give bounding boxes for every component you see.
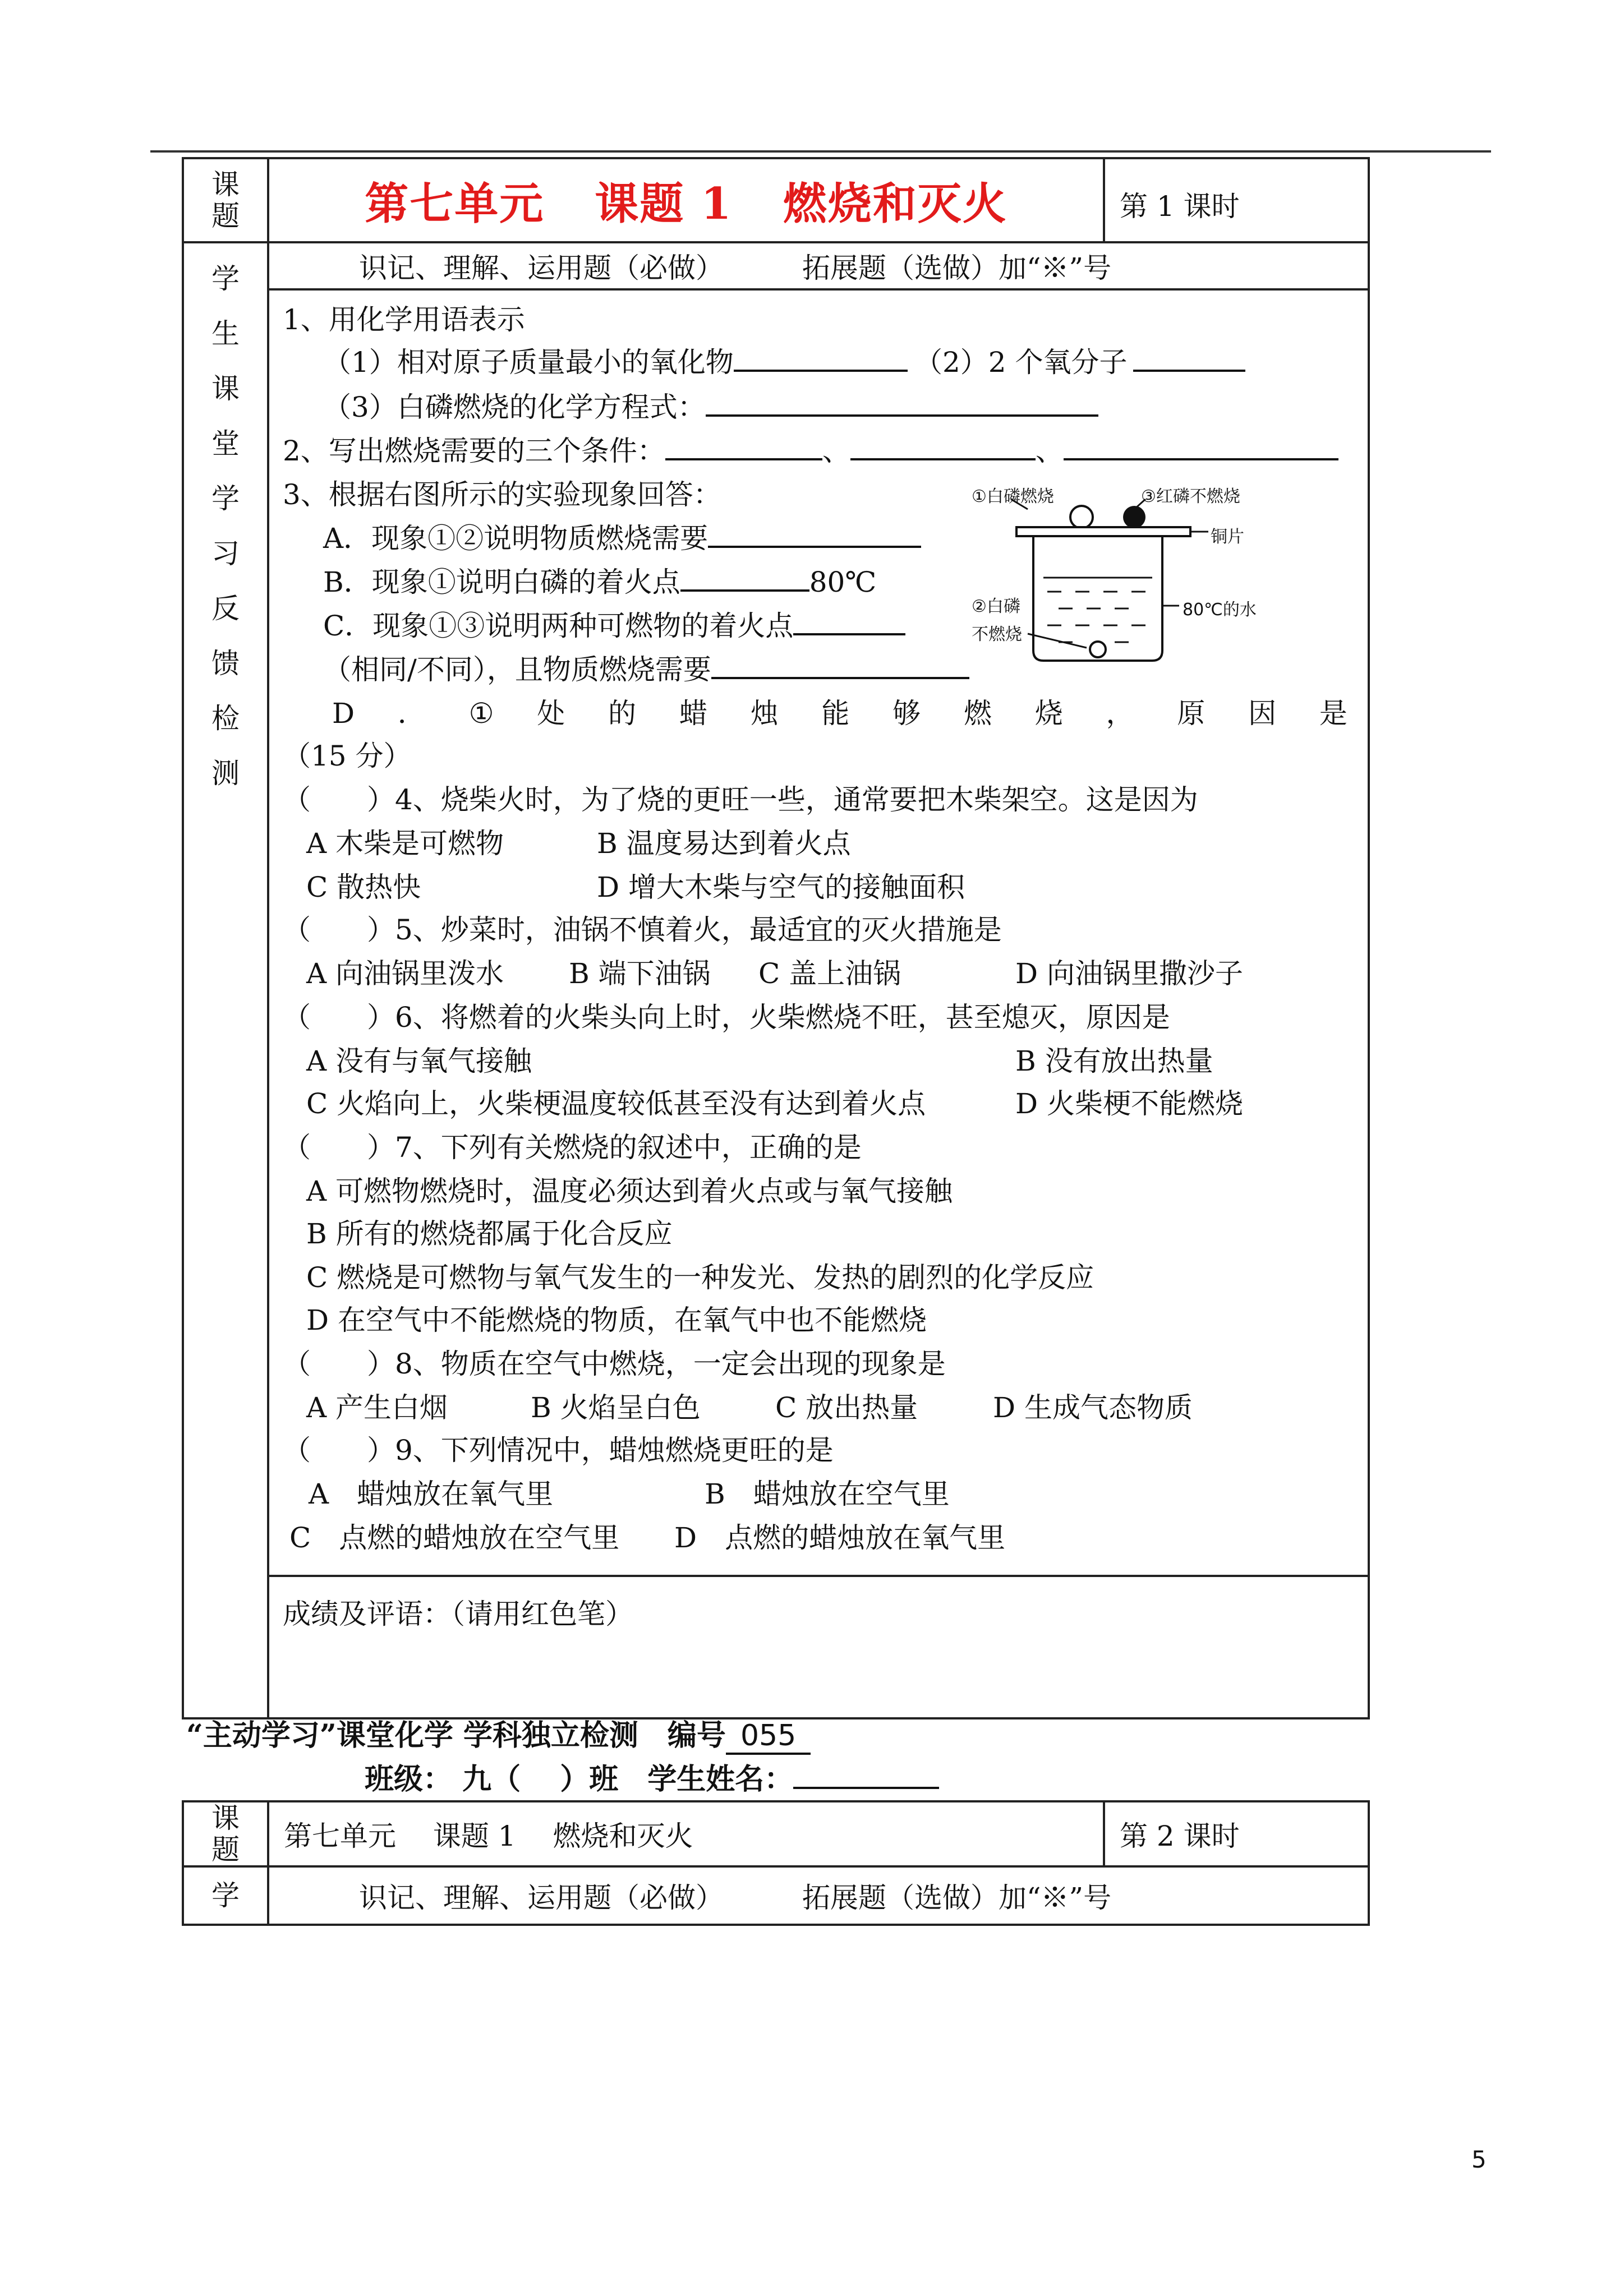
subheader-cell (268, 242, 1369, 289)
q6-option-d: D 火柴梗不能燃烧 (1015, 1087, 1243, 1120)
q6-option-b: B 没有放出热量 (1015, 1045, 1213, 1077)
q4-option-c: C 散热快 (306, 871, 421, 903)
submerged-phosphorus-icon (1090, 642, 1106, 657)
side-char: 习 (211, 537, 240, 570)
q7-stem: （ ）7、下列有关燃烧的叙述中，正确的是 (283, 1131, 862, 1164)
page-title (269, 169, 1103, 232)
next-side-char: 学 (211, 1879, 240, 1912)
q3-d-char: 够 (892, 697, 921, 730)
side-char: 反 (211, 592, 240, 625)
q3-d-char: ， (1106, 697, 1134, 730)
q8-option-b: B 火焰呈白色 (531, 1391, 701, 1424)
period-cell (1104, 158, 1369, 242)
answer-blank[interactable] (708, 523, 921, 548)
q4-option-b: B 温度易达到着火点 (597, 827, 851, 860)
q3-c2 (323, 653, 969, 686)
q1-part1 (323, 345, 908, 379)
worksheet-table (182, 157, 1370, 1719)
q8-option-c: C 放出热量 (775, 1391, 918, 1424)
q8-option-d: D 生成气态物质 (993, 1391, 1193, 1424)
next-title: 第七单元 课题 1 燃烧和灭火 (284, 1820, 693, 1852)
q1-part2 (914, 345, 1245, 379)
q8-option-a: A 产生白烟 (306, 1391, 448, 1424)
q9-option-c: C 点燃的蜡烛放在空气里 (289, 1522, 620, 1554)
student-name-blank[interactable] (793, 1764, 939, 1789)
q3-d-char: 烧 (1034, 697, 1063, 730)
q7-option-d: D 在空气中不能燃烧的物质，在氧气中也不能燃烧 (306, 1304, 927, 1336)
answer-blank[interactable] (1133, 347, 1245, 372)
q9-stem: （ ）9、下列情况中，蜡烛燃烧更旺的是 (283, 1434, 834, 1467)
q3-c2-text: （相同/不同），且物质燃烧需要 (323, 653, 711, 686)
q3-c-text: C．现象①③说明两种可燃物的着火点 (323, 610, 794, 642)
figure-label-water: 80℃的水 (1183, 600, 1257, 620)
answer-blank[interactable] (680, 567, 809, 592)
q1-part3 (323, 390, 1098, 424)
topic-label-char2: 题 (211, 1833, 240, 1866)
side-char: 测 (211, 757, 240, 790)
q4-option-d: D 增大木柴与空气的接触面积 (597, 871, 965, 903)
q6-option-c: C 火焰向上，火柴梗温度较低甚至没有达到着火点 (306, 1087, 926, 1120)
q3-d-char: 处 (537, 697, 565, 730)
next-period: 第 2 课时 (1120, 1820, 1240, 1852)
footer-title: “主动学习”课堂化学 学科独立检测 编号 (186, 1718, 726, 1753)
title-cell (268, 158, 1104, 242)
q3-heading: 3、根据右图所示的实验现象回答： (283, 478, 721, 511)
q5-option-c: C 盖上油锅 (758, 957, 901, 990)
side-label-cell (183, 242, 268, 1718)
side-label (184, 243, 267, 801)
side-char: 馈 (211, 647, 240, 680)
next-side-label (183, 1866, 268, 1925)
answer-blank[interactable] (734, 347, 908, 372)
q7-option-c: C 燃烧是可燃物与氧气发生的一种发光、发热的剧烈的化学反应 (306, 1261, 1094, 1294)
q4-option-a: A 木柴是可燃物 (306, 827, 504, 860)
side-char: 堂 (211, 427, 240, 460)
q3-d-char: ① (468, 697, 494, 730)
topic-label-cell (183, 158, 268, 242)
period-label: 第 1 课时 (1120, 190, 1240, 223)
q3-d-char: 因 (1248, 697, 1277, 730)
q4-stem: （ ）4、烧柴火时，为了烧的更旺一些，通常要把木柴架空。这是因为 (283, 783, 1198, 816)
q7-option-b: B 所有的燃烧都属于化合反应 (306, 1218, 673, 1250)
side-char: 检 (211, 702, 240, 735)
q3-b-temp: 80℃ (809, 566, 877, 598)
q3-d-char: 的 (608, 697, 637, 730)
topic-label-cell (183, 1801, 268, 1866)
q1-part1-text: （1）相对原子质量最小的氧化物 (323, 346, 734, 379)
next-title-cell (268, 1801, 1104, 1866)
answer-blank[interactable] (1064, 436, 1338, 460)
side-char: 生 (211, 317, 240, 350)
q3-b (323, 565, 876, 599)
required-label: 识记、理解、运用题（必做） (359, 252, 724, 284)
score-cell (268, 1576, 1369, 1718)
q9-option-b: B 蜡烛放在空气里 (705, 1478, 950, 1510)
footer-class-label: 班级： 九（ ）班 学生姓名： (365, 1762, 794, 1796)
answer-blank[interactable] (850, 436, 1036, 460)
q3-d-char: 燃 (963, 697, 992, 730)
q5-option-a: A 向油锅里泼水 (306, 957, 504, 990)
q3-c (323, 609, 905, 643)
topic-label-char2: 题 (211, 200, 240, 232)
side-char: 课 (211, 372, 240, 405)
q5-option-b: B 端下油锅 (569, 957, 711, 990)
top-rule (150, 150, 1491, 153)
q7-option-a: A 可燃物燃烧时，温度必须达到着火点或与氧气接触 (306, 1175, 953, 1207)
q1-part2-text: （2）2 个氧分子 (914, 346, 1128, 379)
q2 (283, 434, 1338, 468)
page-number: 5 (1471, 2146, 1487, 2173)
next-optional-label: 拓展题（选做）加“※”号 (802, 1882, 1112, 1914)
experiment-figure (972, 482, 1275, 667)
title-topic: 课题 1 (595, 178, 733, 229)
answer-blank[interactable] (706, 392, 1098, 417)
q1-part3-text: （3）白磷燃烧的化学方程式： (323, 391, 706, 423)
next-required-label: 识记、理解、运用题（必做） (359, 1882, 724, 1914)
q2-sep: 、 (822, 435, 850, 467)
white-phosphorus-icon (1070, 506, 1093, 528)
answer-blank[interactable] (793, 611, 905, 635)
q1-heading: 1、用化学用语表示 (283, 303, 525, 336)
next-section-table (182, 1800, 1370, 1926)
figure-label-2a: ②白磷 (972, 597, 1020, 616)
copper-sheet (1016, 527, 1190, 536)
score-label: 成绩及评语：（请用红色笔） (283, 1598, 633, 1630)
answer-blank[interactable] (711, 654, 969, 679)
side-char: 学 (211, 482, 240, 515)
q3-a (323, 522, 921, 555)
q3-d-char: 烛 (750, 697, 779, 730)
topic-label-char1: 课 (211, 1802, 240, 1834)
q3-a-text: A．现象①②说明物质燃烧需要 (323, 522, 709, 555)
q3-d-char: 原 (1177, 697, 1206, 730)
figure-label-3: ③红磷不燃烧 (1141, 487, 1240, 506)
q3-b-text: B．现象①说明白磷的着火点 (323, 566, 680, 598)
figure-label-copper: 铜片 (1211, 527, 1244, 547)
q2-sep: 、 (1035, 435, 1064, 467)
side-char: 学 (211, 262, 240, 295)
q3-score: （15 分） (283, 740, 412, 772)
footer-number: 055 (726, 1719, 811, 1755)
q6-option-a: A 没有与氧气接触 (306, 1045, 532, 1077)
q3-d-char: 是 (1319, 697, 1347, 730)
next-period-cell (1104, 1801, 1369, 1866)
footer-line2 (365, 1755, 939, 1797)
q5-stem: （ ）5、炒菜时，油锅不慎着火，最适宜的灭火措施是 (283, 914, 1002, 946)
figure-label-2b: 不燃烧 (972, 625, 1022, 644)
q2-text: 2、写出燃烧需要的三个条件： (283, 435, 665, 467)
footer-line1 (186, 1712, 811, 1754)
q5-option-d: D 向油锅里撒沙子 (1015, 957, 1243, 990)
q9-option-a: A 蜡烛放在氧气里 (309, 1478, 554, 1510)
title-name: 燃烧和灭火 (783, 178, 1007, 229)
q6-stem: （ ）6、将燃着的火柴头向上时，火柴燃烧不旺，甚至熄灭，原因是 (283, 1001, 1170, 1034)
red-phosphorus-icon (1123, 506, 1145, 528)
q9-option-d: D 点燃的蜡烛放在氧气里 (674, 1522, 1006, 1554)
figure-label-1: ①白磷燃烧 (972, 487, 1054, 506)
q3-d-char: D (332, 697, 355, 730)
topic-label-char1: 课 (211, 168, 240, 201)
q3-d-char: 蜡 (679, 697, 707, 730)
next-subheader-cell (268, 1866, 1369, 1925)
q3-d (332, 697, 1347, 730)
q3-d-char: 能 (821, 697, 850, 730)
answer-blank[interactable] (665, 436, 822, 460)
q3-d-char: ． (397, 697, 426, 730)
title-unit: 第七单元 (365, 178, 545, 229)
optional-label: 拓展题（选做）加“※”号 (802, 252, 1112, 284)
q8-stem: （ ）8、物质在空气中燃烧，一定会出现的现象是 (283, 1348, 946, 1380)
